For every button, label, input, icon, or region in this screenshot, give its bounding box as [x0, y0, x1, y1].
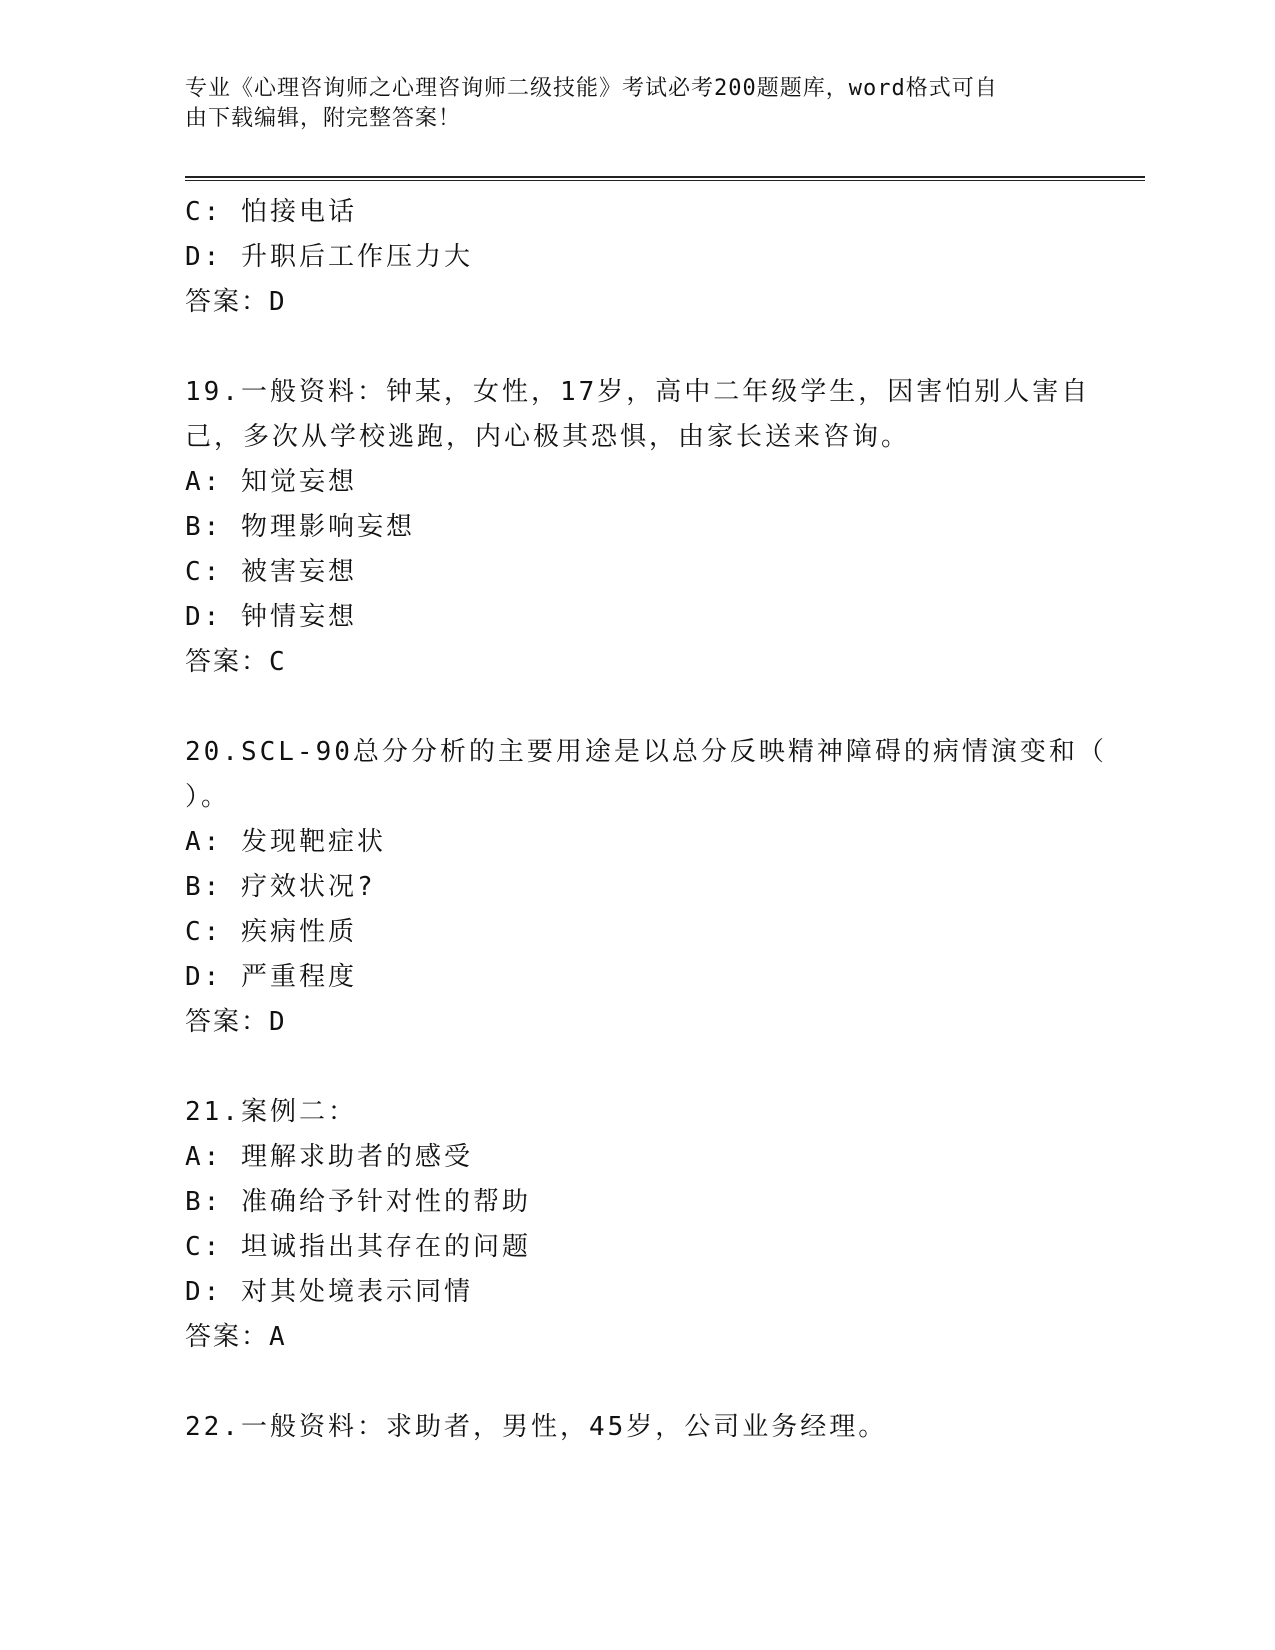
- header-divider-thick: [185, 176, 1145, 178]
- question-21: [185, 1090, 1085, 1360]
- option-a: A: 知觉妄想: [185, 467, 357, 497]
- option-d: D: 严重程度: [185, 962, 357, 992]
- question-19: [185, 370, 1091, 685]
- spacer: [185, 325, 1085, 370]
- spacer: [185, 1360, 1085, 1405]
- option-c: C: 疾病性质: [185, 917, 357, 947]
- option-b: B: 疗效状况?: [185, 872, 376, 902]
- answer-line: 答案：D: [185, 1007, 287, 1037]
- question-stem-line-1: 20.SCL-90总分分析的主要用途是以总分反映精神障碍的病情演变和（: [185, 737, 1107, 767]
- option-d: D: 对其处境表示同情: [185, 1277, 473, 1307]
- question-stem-line-1: 21.案例二：: [185, 1097, 357, 1127]
- question-stem-line-2: ）。: [185, 782, 231, 812]
- option-a: A: 发现靶症状: [185, 827, 386, 857]
- question-list: [185, 190, 1107, 1450]
- option-c: C: 坦诚指出其存在的问题: [185, 1232, 531, 1262]
- page-header: [185, 74, 1065, 134]
- answer-line: 答案：D: [185, 287, 287, 317]
- question-stem-line-1: 22.一般资料：求助者，男性，45岁，公司业务经理。: [185, 1412, 888, 1442]
- question-18-fragment: [185, 190, 1085, 325]
- option-b: B: 物理影响妄想: [185, 512, 415, 542]
- spacer: [185, 1045, 1085, 1090]
- question-stem-line-1: 19.一般资料：钟某，女性，17岁，高中二年级学生，因害怕别人害自: [185, 377, 1091, 407]
- question-22: [185, 1405, 1085, 1450]
- option-b: B: 准确给予针对性的帮助: [185, 1187, 531, 1217]
- question-20: [185, 730, 1107, 1045]
- answer-line: 答案：C: [185, 647, 287, 677]
- header-line-2: 由下载编辑，附完整答案！: [185, 106, 462, 131]
- question-stem-line-2: 己，多次从学校逃跑，内心极其恐惧，由家长送来咨询。: [185, 422, 911, 452]
- header-divider-thin: [185, 180, 1145, 181]
- option-c: C: 怕接电话: [185, 197, 357, 227]
- option-a: A: 理解求助者的感受: [185, 1142, 473, 1172]
- spacer: [185, 685, 1085, 730]
- option-c: C: 被害妄想: [185, 557, 357, 587]
- option-d: D: 升职后工作压力大: [185, 242, 473, 272]
- header-line-1: 专业《心理咨询师之心理咨询师二级技能》考试必考200题题库，word格式可自: [185, 76, 998, 101]
- option-d: D: 钟情妄想: [185, 602, 357, 632]
- answer-line: 答案：A: [185, 1322, 287, 1352]
